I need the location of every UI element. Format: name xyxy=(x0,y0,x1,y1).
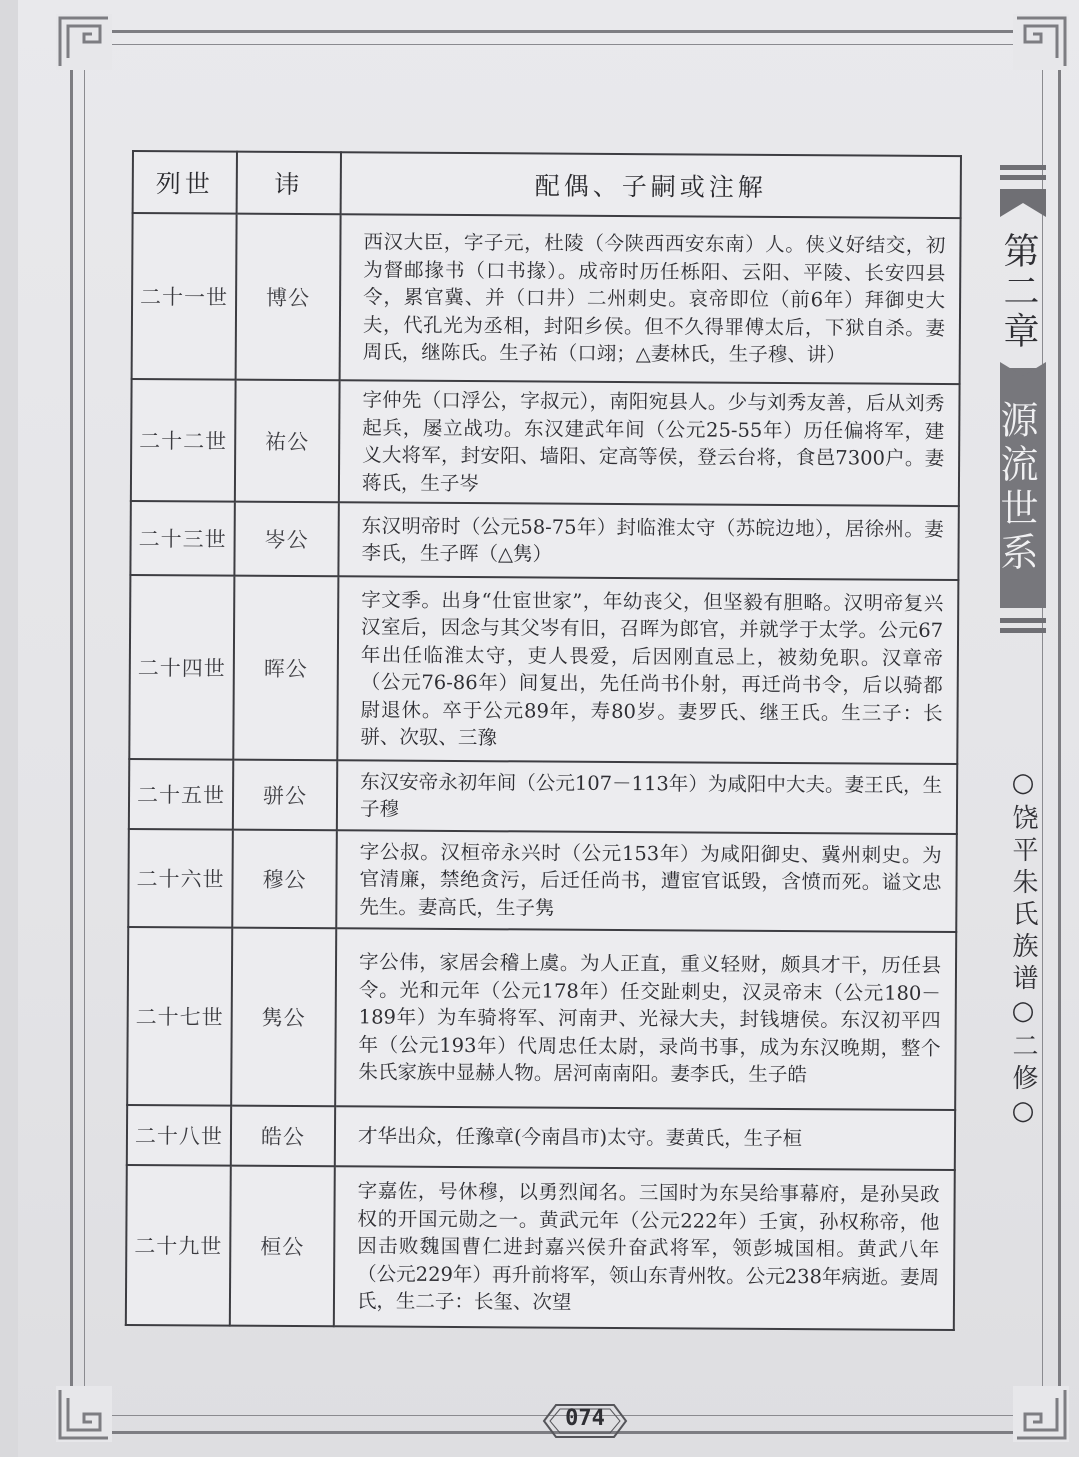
generation-cell: 二十二世 xyxy=(131,379,236,502)
corner-ornament-top-right xyxy=(1013,14,1069,70)
name-cell: 隽公 xyxy=(231,928,336,1107)
genealogy-table xyxy=(125,150,962,1331)
notes-cell: 字嘉佐，号休穆，以勇烈闻名。三国时为东吴给事幕府，是孙吴政权的开国元勋之一。黄武元年（公元222年）壬寅，孙权称帝，他因击败魏国曹仁进封嘉兴侯升奋武将军，领彭城国相。黄武八年（公元229年）再升前将军，领山东青州牧。公元238年病逝。妻周氏，生二子：长玺、次望 xyxy=(334,1166,955,1330)
notes-cell: 字仲先（口浮公，字叔元），南阳宛县人。少与刘秀友善，后从刘秀起兵，屡立战功。东汉建武年间（公元25-55年）历任偏将军，建义大将军，封安阳、墙阳、定高等侯，登云台将，食邑7300户。妻蒋氏，生子岑 xyxy=(339,380,960,506)
book-title-vertical: ○饶平朱氏族谱○二修○ xyxy=(1008,768,1038,1132)
header-notes: 配偶、子嗣或注解 xyxy=(341,152,961,218)
page-number: 074 xyxy=(565,1406,605,1431)
generation-cell: 二十一世 xyxy=(132,213,237,380)
table-row xyxy=(129,759,957,834)
notes-cell: 西汉大臣，字子元，杜陵（今陕西西安东南）人。侠义好结交，初为督邮掾书（口书掾）。成帝时历任栎阳、云阳、平陵、长安四县令，累官冀、并（口井）二州刺史。哀帝即位（前6年）拜御史大夫，代孔光为丞相，封阳乡侯。但不久得罪傅太后，下狱自杀。妻周氏，继陈氏。生子祐（口翊；△妻林氏，生子穆、讲） xyxy=(340,214,961,384)
notes-cell: 字公伟，家居会稽上虞。为人正直，重义轻财，颇具才干，历任县令。光和元年（公元178年）任交趾刺史，汉灵帝末（公元180－189年）为车骑将军、河南尹、光禄大夫，封钱塘侯。东汉初平四年（公元193年）代周忠任太尉，录尚书事，成为东汉晚期，整个朱氏家族中显赫人物。居河南南阳。妻李氏，生子皓 xyxy=(335,928,956,1110)
corner-ornament-bottom-right xyxy=(1013,1386,1069,1442)
generation-cell: 二十四世 xyxy=(129,575,234,760)
table-row xyxy=(128,829,957,932)
name-cell: 博公 xyxy=(236,214,341,381)
table-row xyxy=(131,379,960,506)
header-generation: 列世 xyxy=(133,151,237,214)
name-cell: 桓公 xyxy=(230,1166,335,1327)
name-cell: 岑公 xyxy=(234,502,338,577)
page-number-badge xyxy=(540,1402,630,1440)
generation-cell: 二十六世 xyxy=(128,829,233,928)
generation-cell: 二十五世 xyxy=(129,759,233,830)
corner-ornament-bottom-left xyxy=(56,1386,112,1442)
table-row xyxy=(132,213,961,384)
corner-ornament-top-left xyxy=(56,14,112,70)
table-row xyxy=(126,1165,955,1330)
notes-cell: 东汉明帝时（公元58-75年）封临淮太守（苏皖边地），居徐州。妻李氏，生子晖（△隽） xyxy=(338,502,958,580)
notes-cell: 字公叔。汉桓帝永兴时（公元153年）为咸阳御史、冀州刺史。为官清廉，禁绝贪污，后迁任尚书，遭宦官诋毁，含愤而死。谥文忠先生。妻高氏，生子隽 xyxy=(336,830,957,932)
generation-cell: 二十七世 xyxy=(127,927,232,1106)
chapter-label: 第二章 xyxy=(998,232,1039,352)
generation-cell: 二十九世 xyxy=(126,1165,231,1326)
table-row xyxy=(130,501,958,580)
section-chevron xyxy=(1000,362,1046,386)
notes-cell: 字文季。出身“仕宦世家”，年幼丧父，但坚毅有胆略。汉明帝复兴汉室后，因念与其父岑有旧，召晖为郎官，并就学于太学。公元67年出任临淮太守，吏人畏爱，后因刚直忌上，被劾免职。汉章帝（公元76-86年）间复出，先任尚书仆射，再迁尚书令，后以骑都尉退休。卒于公元89年，寿80岁。妻罗氏、继王氏。生三子：长骈、次驭、三豫 xyxy=(337,576,958,764)
name-cell: 穆公 xyxy=(232,830,337,929)
table-row xyxy=(127,1105,955,1170)
table-row xyxy=(129,575,958,764)
section-title: 源流世系 xyxy=(994,400,1038,576)
side-bottom-bars xyxy=(1000,618,1046,638)
generation-cell: 二十八世 xyxy=(127,1105,231,1166)
header-name: 讳 xyxy=(237,152,341,215)
table-row xyxy=(127,927,956,1110)
side-top-chevron xyxy=(1000,189,1046,217)
table-header-row xyxy=(133,151,961,218)
name-cell: 皓公 xyxy=(231,1106,335,1167)
generation-cell: 二十三世 xyxy=(130,501,234,576)
side-top-bars xyxy=(1000,165,1046,185)
name-cell: 祐公 xyxy=(235,380,340,503)
name-cell: 晖公 xyxy=(233,576,338,761)
notes-cell: 东汉安帝永初年间（公元107－113年）为咸阳中大夫。妻王氏，生子穆 xyxy=(337,760,957,834)
name-cell: 骈公 xyxy=(233,760,337,831)
notes-cell: 才华出众，任豫章(今南昌市)太守。妻黄氏，生子桓 xyxy=(335,1106,955,1170)
